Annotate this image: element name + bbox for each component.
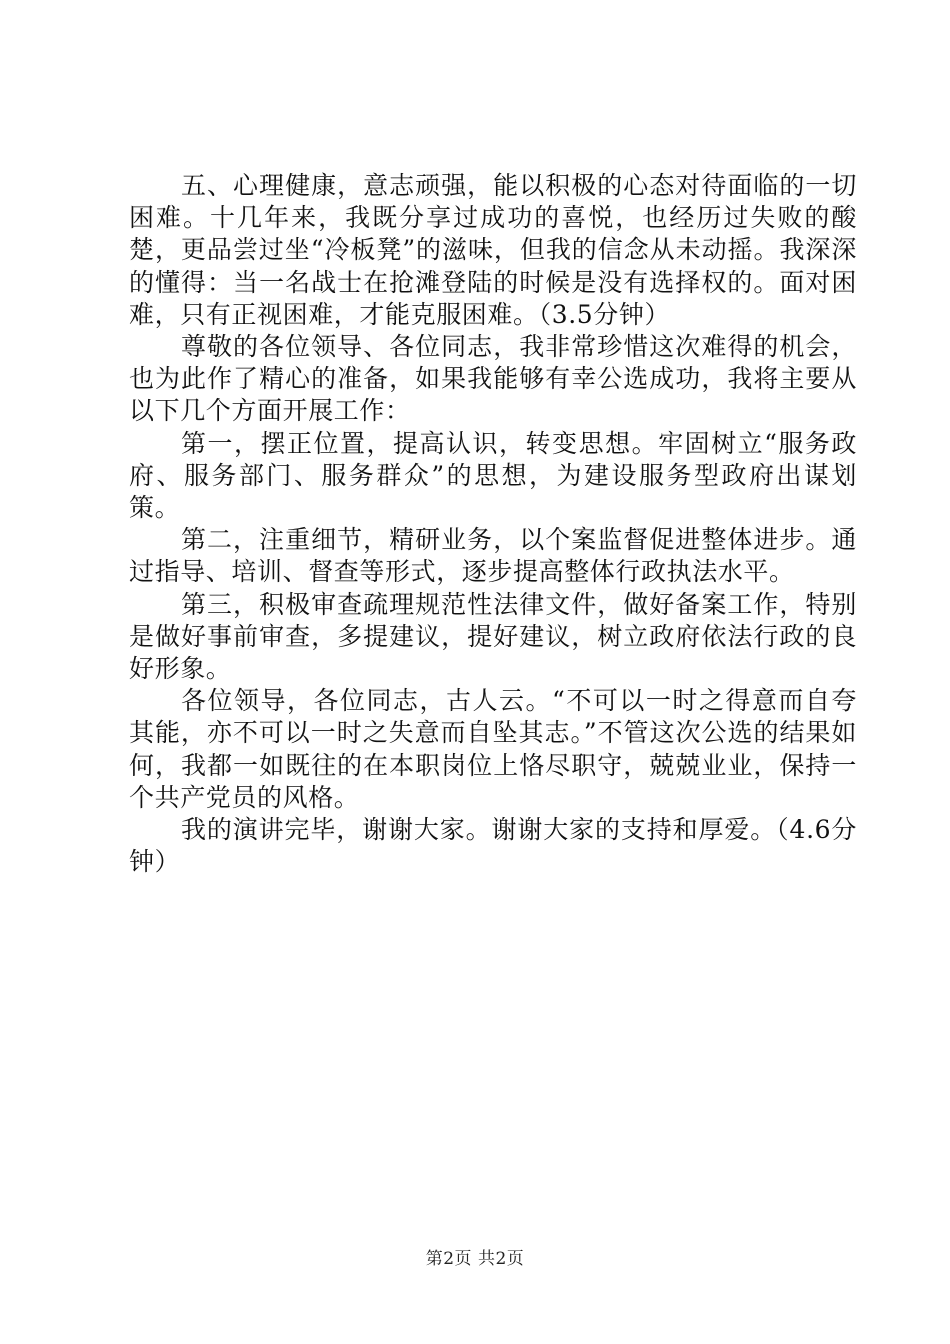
paragraph-second-point: 第二，注重细节，精研业务，以个案监督促进整体进步。通过指导、培训、督查等形式，逐步提高整体行政执法水平。 [129,525,857,587]
paragraph-mental-health: 五、心理健康，意志顽强，能以积极的心态对待面临的一切困难。十几年来，我既分享过成功的喜悦，也经历过失败的酸楚，更品尝过坐“冷板凳”的滋味，但我的信念从未动摇。我深深的懂得：当一名战士在抢滩登陆的时候是没有选择权的。面对困难，只有正视困难，才能克服困难。（3.5分钟） [129,171,857,329]
paragraph-closing: 我的演讲完毕，谢谢大家。谢谢大家的支持和厚爱。（4.6分钟） [129,815,857,877]
paragraph-quote: 各位领导，各位同志，古人云。“不可以一时之得意而自夸其能，亦不可以一时之失意而自坠其志。”不管这次公选的结果如何，我都一如既往的在本职岗位上恪尽职守，兢兢业业，保持一个共产党员的风格。 [129,686,857,812]
paragraph-third-point: 第三，积极审查疏理规范性法律文件，做好备案工作，特别是做好事前审查，多提建议，提好建议，树立政府依法行政的良好形象。 [129,589,857,684]
paragraph-greeting: 尊敬的各位领导、各位同志，我非常珍惜这次难得的机会，也为此作了精心的准备，如果我能够有幸公选成功，我将主要从以下几个方面开展工作： [129,332,857,426]
paragraph-first-point: 第一，摆正位置，提高认识，转变思想。牢固树立“服务政府、服务部门、服务群众”的思想，为建设服务型政府出谋划策。 [129,428,857,523]
body-text [129,170,857,878]
page-footer: 第2页 共2页 [425,1249,525,1269]
